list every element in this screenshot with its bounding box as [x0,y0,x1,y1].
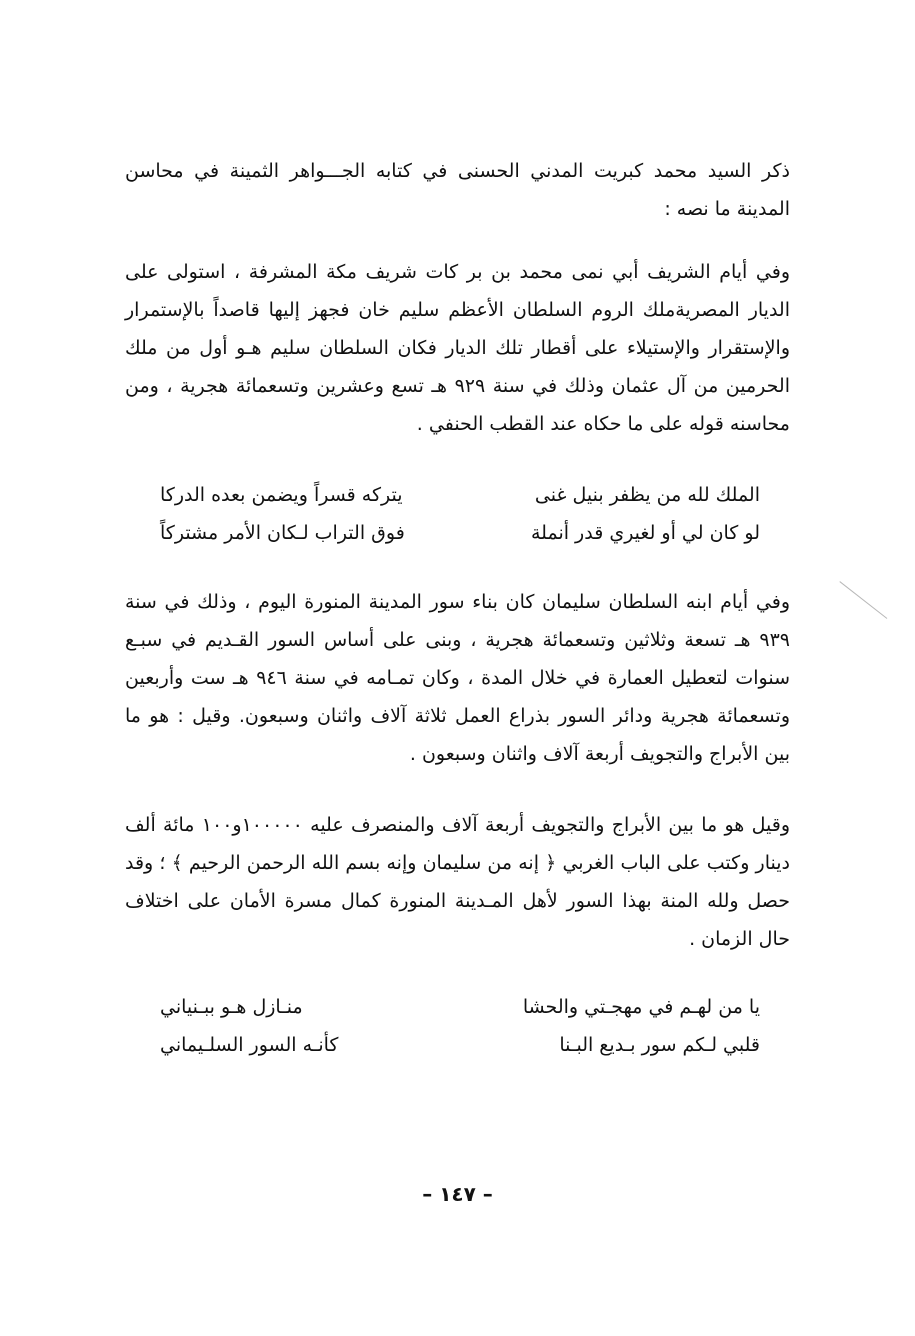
poem-verse [160,988,760,1026]
page-number: – ١٤٧ – [422,1182,493,1206]
poem-hemistich-left: فوق التراب لـكان الأمر مشتركاً [160,522,405,544]
poem-verse [160,1026,760,1064]
paragraph-text: وفي أيام ابنه السلطان سليمان كان بناء سور المدينة المنورة اليوم ، وذلك في سنة ٩٣٩ هـ تسعة وثلاثين وتسعمائة هجرية ، وبنى على أساس السور القـديم في سبـع سنوات لتعطيل العمارة في خلال المدة ، وكان تمـامه في سنة ٩٤٦ هـ ست وأربعين وتسعمائة هجرية ودائر السور بذراع العمل ثلاثة آلاف واثنان وسبعون. وقيل : هو ما بين الأبراج والتجويف أربعة آلاف واثنان وسبعون . [125,591,790,765]
paragraph-intro [125,152,790,228]
scan-mark [839,581,887,619]
poem-second [160,988,760,1064]
paragraph-suleiman [125,583,790,773]
poem-hemistich-right: يا من لهـم في مهجـتي والحشا [522,996,760,1018]
poem-first [160,476,760,552]
paragraph-text: وفي أيام الشريف أبي نمى محمد بن بر كات شريف مكة المشرفة ، استولى على الديار المصريةملك الروم السلطان الأعظم سليم خان فجهز إليها قاصداً بالإستمرار والإستقرار والإستيلاء على أقطار تلك الديار فكان السلطان سليم هـو أول من ملك الحرمين من آل عثمان وذلك في سنة ٩٢٩ هـ تسع وعشرين وتسعمائة هجرية ، ومن محاسنه قوله على ما حكاه عند القطب الحنفي . [125,261,790,435]
poem-hemistich-right: الملك لله من يظفر بنيل غنى [534,484,760,506]
poem-hemistich-left: كأنـه السور السلـيماني [160,1034,339,1056]
poem-hemistich-right: لو كان لي أو لغيري قدر أنملة [530,522,760,544]
poem-verse [160,476,760,514]
poem-hemistich-left: منـازل هـو ببـنياني [160,996,303,1018]
poem-hemistich-right: قلبي لـكم سور بـديع البـنا [559,1034,760,1056]
poem-hemistich-left: يتركه قسراً ويضمن بعده الدركا [160,484,403,506]
paragraph-text: وقيل هو ما بين الأبراج والتجويف أربعة آلاف والمنصرف عليه ١٠٠٠٠٠و١٠٠ مائة ألف دينار وكتب على الباب الغربي ﴿ إنه من سليمان وإنه بسم الله الرحمن الرحيم ﴾ ؛ وقد حصل ولله المنة بهذا السور لأهل المـدينة المنورة كمال مسرة الأمان على اختلاف حال الزمان . [125,814,790,950]
paragraph-gate [125,806,790,958]
paragraph-selim [125,253,790,443]
poem-verse [160,514,760,552]
paragraph-text: ذكر السيد محمد كبريت المدني الحسنى في كتابه الجـــواهر الثمينة في محاسن المدينة ما نصه : [125,160,790,220]
